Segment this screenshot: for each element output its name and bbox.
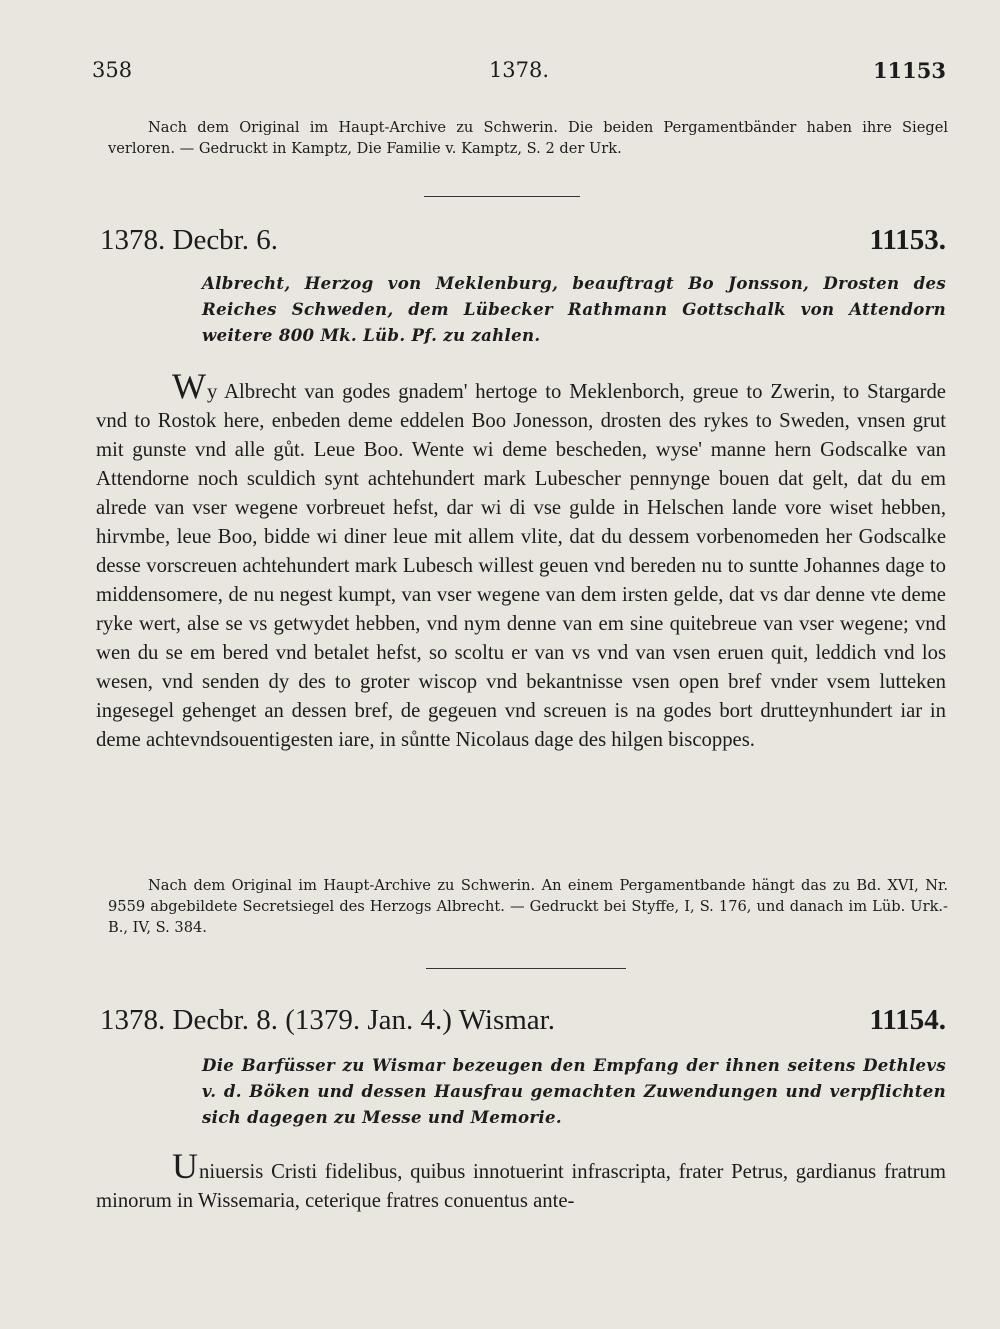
entry-1-number: 11153. [869, 224, 946, 256]
page-number: 358 [92, 58, 133, 82]
entry-2-body [96, 1148, 946, 1216]
header-document-number: 11153 [872, 58, 946, 83]
entry-2-text: niuersis Cristi fidelibus, quibus innotuerint infrascripta, frater Petrus, gardianus fratrum minorum in Wissemaria, ceterique fratres conuentus ante- [96, 1161, 946, 1212]
entry-2-number: 11154. [869, 1004, 946, 1036]
source-note-top: Nach dem Original im Haupt-Archive zu Schwerin. Die beiden Pergamentbänder haben ihre Siegel verloren. — Gedruckt in Kamptz, Die Familie v. Kamptz, S. 2 der Urk. [108, 119, 948, 157]
entry-2-initial: U [172, 1146, 198, 1186]
divider-rule-2 [426, 968, 626, 969]
entry-1-body [96, 368, 946, 755]
entry-1-date: 1378. Decbr. 6. [100, 224, 278, 256]
page-header [92, 58, 946, 88]
header-year: 1378. [488, 58, 550, 82]
entry-1-source-note: Nach dem Original im Haupt-Archive zu Schwerin. An einem Pergamentbande hängt das zu Bd. XVI, Nr. 9559 abgebildete Secretsiegel des Herzogs Albrecht. — Gedruckt bei Styffe, I, S. 176, und danach im Lüb. Urk.-B., IV, S. 384. [108, 877, 948, 936]
entry-2-heading [100, 1004, 946, 1037]
entry-1-text: y Albrecht van godes gnadem' hertoge to Meklenborch, greue to Zwerin, to Stargarde vnd to Rostok here, enbeden deme eddelen Boo Jonesson, drosten des rykes to Sweden, vnsen grut mit gunste vnd alle gůt. Leue Boo. Wente wi deme bescheden, wyse' manne hern Godscalke van Attendorne noch sculdich synt achtehundert mark Lubescher pennynge bouen dat gelt, dat du em alrede van vser wegene vorbreuet hefst, dar wi di vse gulde in Helschen lande vore wiset hebben, hirvmbe, leue Boo, bidde wi diner leue mit allem vlite, dat du dessem vorbenomeden her Godscalke desse vorscreuen achtehundert mark Lubesch willest geuen vnd bereden nu to suntte Johannes dage to middensomere, de nu negest kumpt, van vser wegene van dem irsten gelde, dat vs dar denne vte deme ryke wert, alse se vs getwydet hebben, vnd nym denne van em sine quitebreue van vser wegene; vnd wen du se em bered vnd betalet hefst, so scoltu er van vs vnd van vsen eruen quit, leddich vnd los wesen, vnd senden dy des to groter wiscop vnd bekantnisse vsen open bref vnder vsem lutteken ingesegel gehenget an dessen bref, de gegeuen vnd screuen is na godes bort drutteynhundert iar in deme achtevndsouentigesten iare, in sůntte Nicolaus dage des hilgen biscoppes. [96, 381, 946, 751]
entry-1-heading [100, 224, 946, 257]
entry-1-summary: Albrecht, Herzog von Meklenburg, beauftragt Bo Jonsson, Drosten des Reiches Schweden, dem Lübecker Rathmann Gottschalk von Attendorn weitere 800 Mk. Lüb. Pf. zu zahlen. [202, 273, 946, 345]
entry-2-date: 1378. Decbr. 8. (1379. Jan. 4.) Wismar. [100, 1004, 555, 1036]
entry-1-initial: W [172, 366, 206, 406]
divider-rule-1 [424, 196, 580, 197]
entry-2-summary: Die Barfüsser zu Wismar bezeugen den Empfang der ihnen seitens Dethlevs v. d. Böken und dessen Hausfrau gemachten Zuwendungen und verpflichten sich dagegen zu Messe und Memorie. [202, 1055, 946, 1127]
